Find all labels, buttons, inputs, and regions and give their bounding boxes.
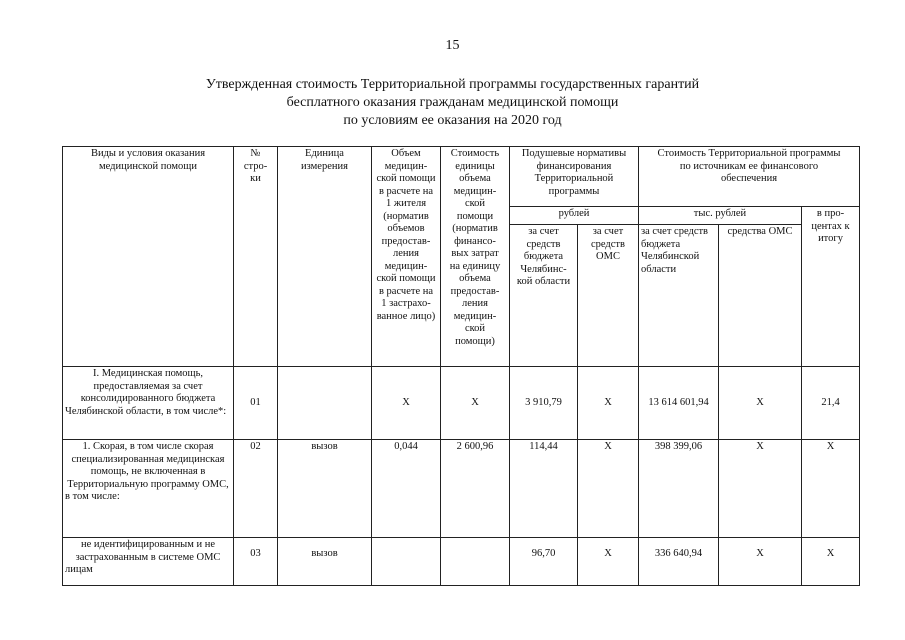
header-budget-chel: за счет средств бюджета Челябинс- кой области [510,225,578,367]
row-unit-cost: 2 600,96 [441,440,510,538]
table-row [63,367,860,440]
row-description: 1. Скорая, в том числе скорая специализированная медицинская помощь, не включенная в Территориальную программу ОМС, в том числе: [63,440,234,538]
row-volume: X [372,367,441,440]
row-unit-cost [441,538,510,586]
row-unit: вызов [278,440,372,538]
row-cost-budget: 13 614 601,94 [639,367,719,440]
row-cost-oms: X [719,367,802,440]
row-cost-budget: 336 640,94 [639,538,719,586]
row-pc-budget: 3 910,79 [510,367,578,440]
page-number: 15 [445,38,460,53]
row-pc-oms: X [578,538,639,586]
row-percent: X [802,538,860,586]
row-cost-budget: 398 399,06 [639,440,719,538]
row-pc-oms: X [578,440,639,538]
row-volume [372,538,441,586]
row-number: 03 [234,538,278,586]
row-percent: 21,4 [802,367,860,440]
header-unit-cost: Стоимость единицы объема медицин- ской помощи (норматив финансо- вых затрат на единицу объема предостав- ления медицин- ской помощи) [441,147,510,367]
row-volume: 0,044 [372,440,441,538]
title-line: по условиям ее оказания на 2020 год [343,113,562,128]
row-number: 01 [234,367,278,440]
row-percent: X [802,440,860,538]
row-pc-budget: 96,70 [510,538,578,586]
row-unit: вызов [278,538,372,586]
row-pc-budget: 114,44 [510,440,578,538]
row-unit [278,367,372,440]
header-budget-chel-region: за счет средств бюджета Челябинской области [639,225,719,367]
table-row [63,440,860,538]
header-per-capita: Подушевые нормативы финансирования Территориальной программы [510,147,639,207]
document-title [0,76,905,130]
row-cost-oms: X [719,440,802,538]
header-oms-funds: средства ОМС [719,225,802,367]
header-volume: Объем медицин- ской помощи в расчете на 1 жителя (норматив объемов предостав- ления медицин- ской помощи в расчете на 1 застрахо- ванное лицо) [372,147,441,367]
header-row-number: № стро- ки [234,147,278,367]
row-pc-oms: X [578,367,639,440]
row-description: I. Медицинская помощь, предоставляемая за счет консолидированного бюджета Челябинской области, в том числе*: [63,367,234,440]
header-program-cost: Стоимость Территориальной программы по источникам ее финансового обеспечения [639,147,860,207]
row-cost-oms: X [719,538,802,586]
header-percent-total: в про- центах к итогу [802,207,860,367]
header-type: Виды и условия оказания медицинской помощи [63,147,234,367]
row-unit-cost: X [441,367,510,440]
header-unit: Единица измерения [278,147,372,367]
table-row [63,538,860,586]
row-number: 02 [234,440,278,538]
row-description: не идентифицированным и не застрахованным в системе ОМС лицам [63,538,234,586]
title-line: Утвержденная стоимость Территориальной программы государственных гарантий [205,77,700,92]
header-oms: за счет средств ОМС [578,225,639,367]
header-rubles: рублей [510,207,639,225]
header-thousand-rubles: тыс. рублей [639,207,802,225]
cost-table [62,146,860,586]
title-line: бесплатного оказания гражданам медицинской помощи [286,95,619,110]
